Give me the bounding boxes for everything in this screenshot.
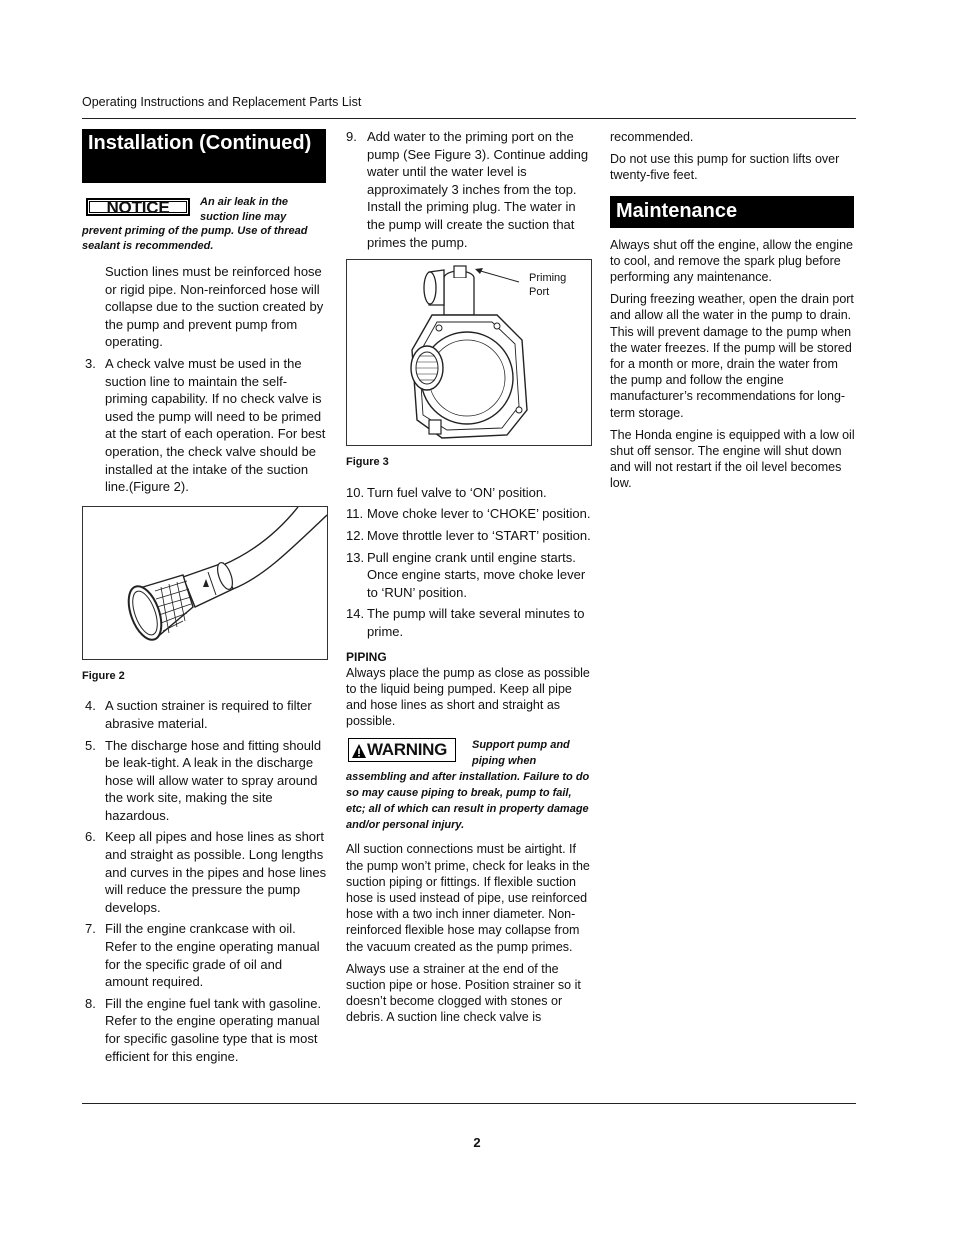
step-number: 14. <box>346 606 365 622</box>
figure-3 <box>346 259 592 446</box>
step-text: Move choke lever to ‘CHOKE’ position. <box>367 506 591 522</box>
warning-triangle-icon <box>351 743 367 759</box>
list-item <box>346 484 592 502</box>
strainer-paragraph: Always use a strainer at the end of the suction pipe or hose. Position strainer so it doesn’t become clogged with stones or debris. A suction line check valve is <box>346 961 581 1025</box>
step-number: 6. <box>85 829 96 845</box>
running-header: Operating Instructions and Replacement Parts List <box>82 95 362 109</box>
steps-list-4-8 <box>82 697 328 1065</box>
figure-3-caption: Figure 3 <box>346 456 389 469</box>
warning-badge <box>348 738 456 762</box>
piping-heading: PIPING <box>346 649 387 664</box>
step-text: Turn fuel valve to ‘ON’ position. <box>367 484 547 500</box>
maintenance-paragraph-1: Always shut off the engine, allow the engine to cool, and remove the spark plug before performing any maintenance. <box>610 237 853 285</box>
step-text: Pull engine crank until engine starts. Once engine starts, move choke lever to ‘RUN’ position. <box>367 549 586 600</box>
column-middle <box>346 128 592 1032</box>
installation-title: Installation (Continued) <box>82 129 326 183</box>
notice-text: An air leak in the suction line may prevent priming of the pump. Use of thread sealant is recommended. <box>82 196 308 252</box>
list-item <box>82 828 328 916</box>
maintenance-paragraph-3: The Honda engine is equipped with a low oil shut off sensor. The engine will shut down and will not restart if the oil level becomes low. <box>610 427 855 491</box>
continued-paragraph: recommended. <box>610 130 694 144</box>
list-item <box>82 737 328 825</box>
step-number: 5. <box>85 737 96 753</box>
list-item <box>82 995 328 1065</box>
step-number: 4. <box>85 698 96 714</box>
step-number: 9. <box>346 129 357 144</box>
list-item <box>346 128 592 251</box>
suction-paragraph: Suction lines must be reinforced hose or rigid pipe. Non-reinforced hose will collapse due to the suction created by the pump and prevent pump from operating. <box>105 264 324 350</box>
warning-block <box>346 737 592 833</box>
column-left <box>82 129 328 1069</box>
step-number: 3. <box>85 355 96 371</box>
column-right <box>610 129 856 498</box>
step-text: A check valve must be used in the suction line to maintain the self-priming capability. If no check valve is used the pump will need to be primed at the start of each operation. For best operation, the check valve should be installed at the intake of the suction line.(Figure 2). <box>105 355 326 495</box>
suction-lift-paragraph: Do not use this pump for suction lifts over twenty-five feet. <box>610 152 840 183</box>
steps-list-10-14 <box>346 484 592 641</box>
airtight-paragraph: All suction connections must be airtight. If the pump won’t prime, check for leaks in the suction piping or fittings. If flexible suction hose is used instead of pipe, use reinforced hose with a two inch inner diameter. Non-reinforced flexible hose may collapse from the vacuum created as the pump primes. <box>346 842 590 954</box>
step-number: 10. <box>346 484 365 500</box>
step-number: 11. <box>346 506 364 522</box>
list-item <box>346 605 592 640</box>
list-item <box>346 527 592 545</box>
step-text: Fill the engine fuel tank with gasoline. Refer to the engine operating manual for specific gasoline type that is most efficient for this engine. <box>105 995 322 1064</box>
piping-paragraph: Always place the pump as close as possible to the liquid being pumped. Keep all pipe and hose lines as short and straight as possible. <box>346 665 590 729</box>
check-valve-hose-illustration <box>83 507 327 659</box>
step-number: 12. <box>346 527 365 543</box>
figure-2-caption: Figure 2 <box>82 669 125 682</box>
warning-text: Support pump and piping when assembling and after installation. Failure to do so may cause piping to break, pump to fail, etc; all of which can result in property damage and/or personal injury. <box>346 739 590 832</box>
list-item <box>346 505 592 523</box>
notice-badge <box>86 198 190 216</box>
list-item <box>82 920 328 990</box>
list-item <box>82 697 328 732</box>
step-number: 8. <box>85 995 96 1011</box>
priming-port-label-line1: Priming <box>529 272 567 285</box>
steps-list-9 <box>346 128 592 251</box>
list-item <box>82 355 328 496</box>
warning-badge-label: WARNING <box>367 740 448 760</box>
step-text: Add water to the priming port on the pump (See Figure 3). Continue adding water until the water level is approximately 3 inches from the top. Install the priming plug. The water in the pump will create the suction that primes the pump. <box>367 129 589 250</box>
step-text: The discharge hose and fitting should be leak-tight. A leak in the discharge hose will allow water to spray around the work site, making the site hazardous. <box>105 737 322 823</box>
step-text: Fill the engine crankcase with oil. Refer to the engine operating manual for the specific grade of oil and amount required. <box>105 921 320 990</box>
notice-badge-label: NOTICE <box>89 201 187 213</box>
maintenance-title: Maintenance <box>610 196 854 228</box>
figure-2 <box>82 506 328 660</box>
list-item <box>346 549 592 602</box>
steps-list-3 <box>82 355 328 496</box>
page-number: 2 <box>473 1135 481 1150</box>
priming-port-label <box>529 271 566 299</box>
step-text: Keep all pipes and hose lines as short and straight as possible. Long lengths and curves in the pipes and hose lines will reduce the pressure the pump develops. <box>105 829 327 915</box>
maintenance-paragraph-2: During freezing weather, open the drain port and allow all the water in the pump to drain. This will prevent damage to the pump when the water freezes. If the pump will be stored for a month or more, drain the water from the pump and follow the engine manufacturer’s recommendations for long-term storage. <box>610 292 854 420</box>
notice-block <box>82 195 328 253</box>
step-number: 13. <box>346 549 365 565</box>
footer-rule <box>82 1103 856 1104</box>
step-text: Move throttle lever to ‘START’ position. <box>367 527 591 543</box>
step-text: A suction strainer is required to filter abrasive material. <box>105 698 312 731</box>
step-text: The pump will take several minutes to prime. <box>367 606 585 639</box>
header-rule <box>82 118 856 119</box>
step-number: 7. <box>85 921 96 937</box>
priming-port-label-line2: Port <box>529 286 550 299</box>
